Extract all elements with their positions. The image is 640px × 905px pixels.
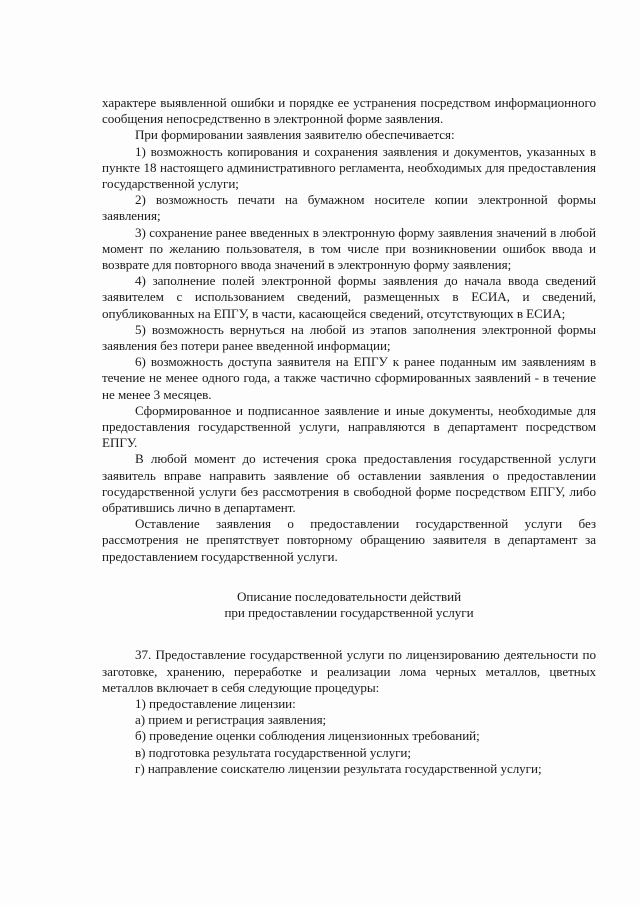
paragraph: 6) возможность доступа заявителя на ЕПГУ к ранее поданным им заявлениям в течение не менее одного года, а также частично сформированных заявлений - в течение не менее 3 месяцев.: [102, 354, 596, 402]
paragraph: 2) возможность печати на бумажном носителе копии электронной формы заявления;: [102, 192, 596, 224]
paragraph: Оставление заявления о предоставлении государственной услуги без рассмотрения не препятствует повторному обращению заявителя в департамент за предоставлением государственной услуги.: [102, 516, 596, 564]
section-heading-line1: Описание последовательности действий: [236, 588, 462, 604]
document-body: [102, 95, 596, 777]
spacer: [102, 621, 596, 647]
list-item: 1) предоставление лицензии:: [135, 695, 296, 711]
paragraph: 3) сохранение ранее введенных в электронную форму заявления значений в любой момент по желанию пользователя, в том числе при возникновении ошибок ввода и возврате для повторного ввода значений в электронную форму заявления;: [102, 224, 596, 273]
paragraph: 4) заполнение полей электронной формы заявления до начала ввода сведений заявителем с использованием сведений, размещенных в ЕСИА, и сведений, опубликованных на ЕПГУ, в части, касающейся сведений, отсутствующих в ЕСИА;: [102, 273, 596, 321]
list-item: б) проведение оценки соблюдения лицензионных требований;: [135, 728, 480, 744]
paragraph: 37. Предоставление государственной услуги по лицензированию деятельности по заготовке, хранению, переработке и реализации лома черных металлов, цветных металлов включает в себя следующие процедуры:: [102, 647, 596, 695]
spacer: [102, 565, 596, 589]
list-item: г) направление соискателю лицензии результата государственной услуги;: [135, 760, 542, 776]
section-heading-line2: при предоставлении государственной услуги: [224, 605, 474, 621]
paragraph: В любой момент до истечения срока предоставления государственной услуги заявитель вправе направить заявление об оставлении заявления о предоставлении государственной услуги без рассмотрения в свободной форме посредством ЕПГУ, либо обратившись лично в департамент.: [102, 451, 596, 516]
paragraph: 1) возможность копирования и сохранения заявления и документов, указанных в пункте 18 настоящего административного регламента, необходимых для предоставления государственной услуги;: [102, 143, 596, 192]
list-item: а) прием и регистрация заявления;: [135, 712, 327, 728]
paragraph: При формировании заявления заявителю обеспечивается:: [135, 127, 455, 143]
paragraph: характере выявленной ошибки и порядке ее устранения посредством информационного сообщения непосредственно в электронной форме заявления.: [102, 95, 596, 127]
paragraph: Сформированное и подписанное заявление и иные документы, необходимые для предоставления государственной услуги, направляются в департамент посредством ЕПГУ.: [102, 402, 596, 451]
list-item: в) подготовка результата государственной услуги;: [135, 744, 411, 760]
paragraph: 5) возможность вернуться на любой из этапов заполнения электронной формы заявления без потери ранее введенной информации;: [102, 321, 596, 354]
